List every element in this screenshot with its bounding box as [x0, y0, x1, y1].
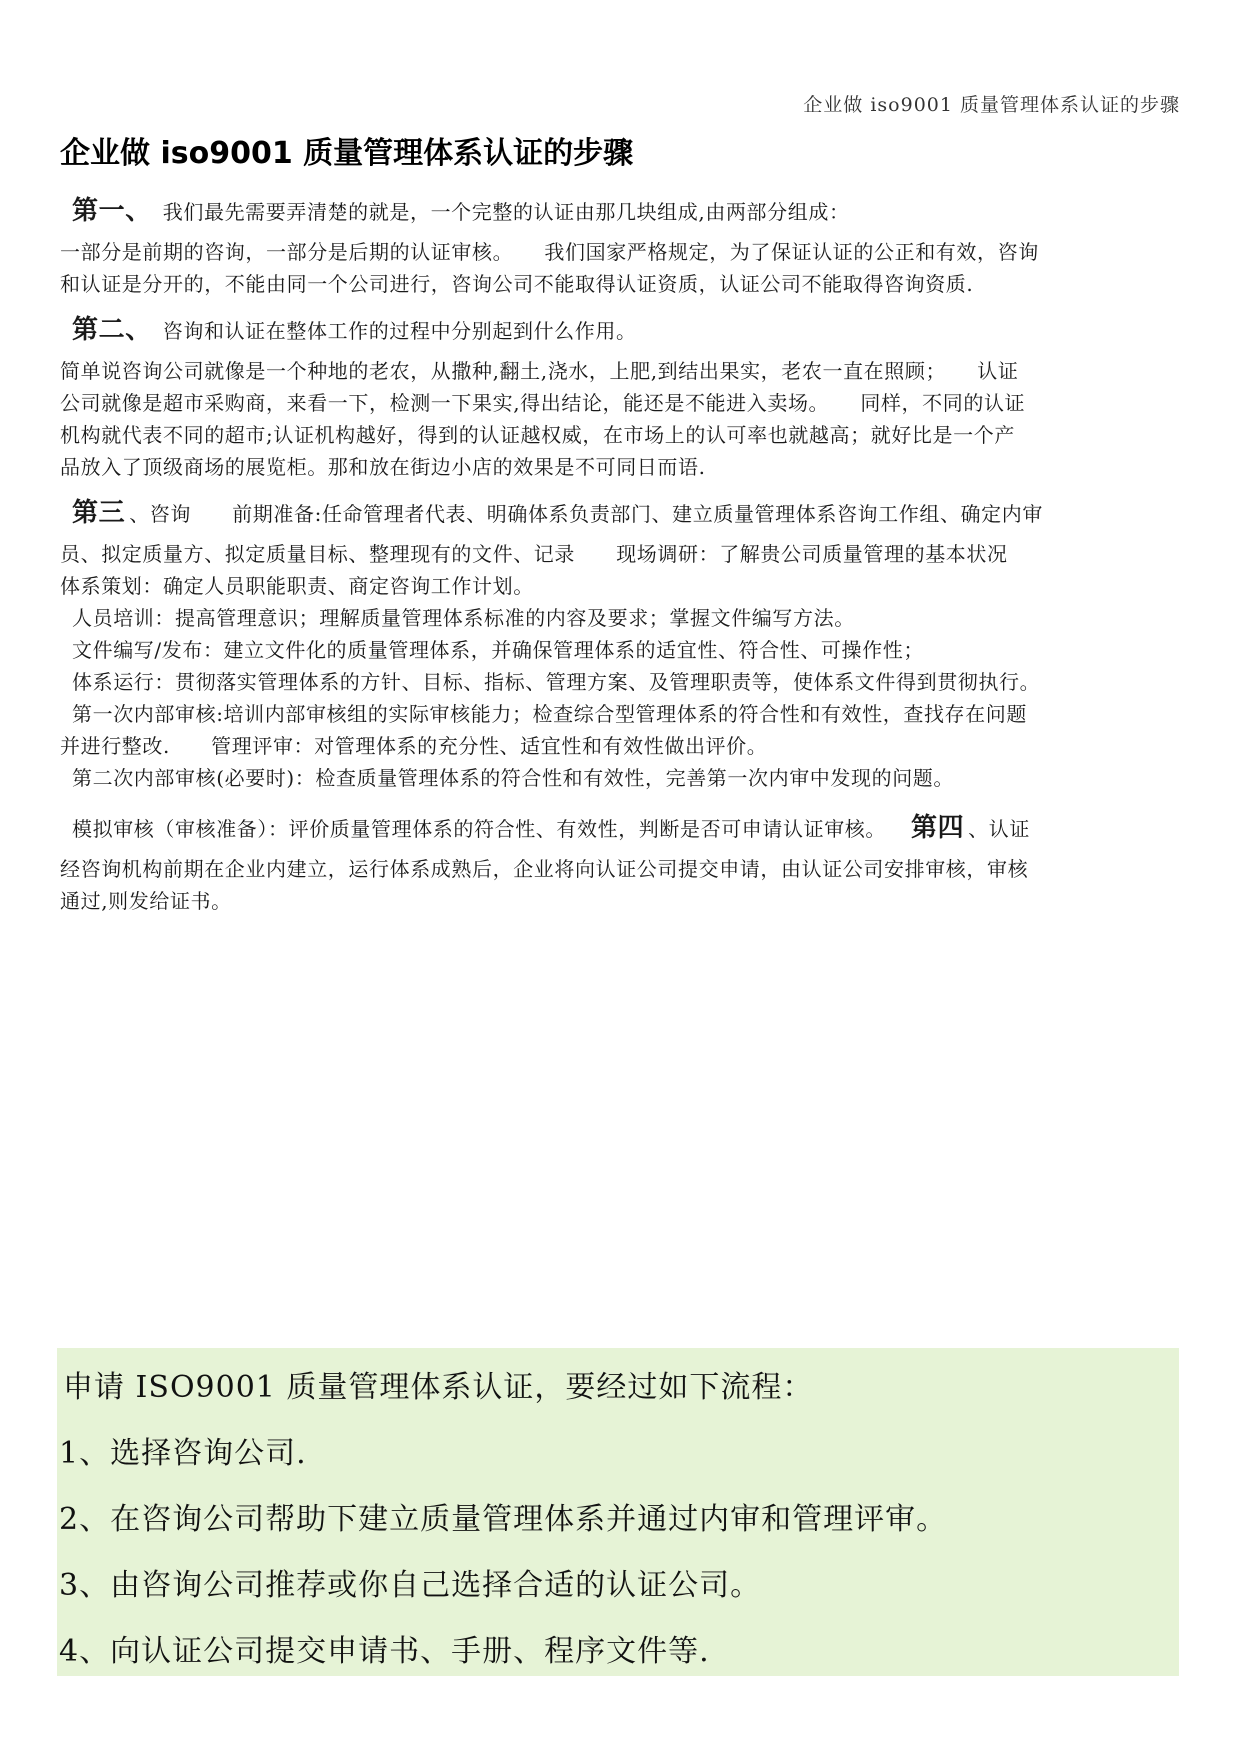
section-3-line: 体系策划：确定人员职能职责、商定咨询工作计划。 — [60, 574, 534, 598]
flow-step: 1、选择咨询公司. — [59, 1436, 307, 1471]
section-2-line: 品放入了顶级商场的展览柜。那和放在街边小店的效果是不可同日而语. — [60, 455, 706, 479]
section-4-line: 经咨询机构前期在企业内建立，运行体系成熟后，企业将向认证公司提交申请，由认证公司安排审核，审核 — [60, 857, 1029, 881]
section-3-heading: 第三 — [72, 498, 126, 528]
section-4-text: 、认证 — [968, 817, 1030, 841]
application-flow-box — [57, 1348, 1179, 1676]
section-1-text: 我们最先需要弄清楚的就是，一个完整的认证由那几块组成,由两部分组成： — [162, 200, 850, 224]
section-2-intro — [60, 314, 1180, 347]
flow-step: 3、由咨询公司推荐或你自己选择合适的认证公司。 — [59, 1568, 762, 1603]
section-3-line: 文件编写/发布：建立文件化的质量管理体系，并确保管理体系的适宜性、符合性、可操作性； — [72, 638, 924, 662]
section-3-line: 第二次内部审核(必要时)：检查质量管理体系的符合性和有效性，完善第一次内审中发现的问题。 — [72, 766, 955, 790]
section-3-intro — [60, 497, 1180, 530]
section-1-intro — [60, 195, 1180, 228]
section-3-line: 体系运行：贯彻落实管理体系的方针、目标、指标、管理方案、及管理职责等，使体系文件得到贯彻执行。 — [72, 670, 1041, 694]
section-3-line: 第一次内部审核:培训内部审核组的实际审核能力；检查综合型管理体系的符合性和有效性，查找存在问题 — [72, 702, 1027, 726]
section-2-heading: 第二、 — [72, 315, 152, 345]
document-title: 企业做 iso9001 质量管理体系认证的步骤 — [60, 136, 634, 171]
section-4-heading: 第四 — [910, 813, 965, 843]
section-3-line: 人员培训：提高管理意识；理解质量管理体系标准的内容及要求；掌握文件编写方法。 — [72, 606, 855, 630]
section-2-line: 简单说咨询公司就像是一个种地的老农，从撒种,翻土,浇水，上肥,到结出果实，老农一直在照顾； 认证 — [60, 359, 1019, 383]
section-2-line: 公司就像是超市采购商，来看一下，检测一下果实,得出结论，能还是不能进入卖场。 同样，不同的认证 — [60, 391, 1026, 415]
section-1-heading: 第一、 — [72, 196, 152, 226]
section-3-text: 、咨询 前期准备:任命管理者代表、明确体系负责部门、建立质量管理体系咨询工作组、确定内审 — [129, 502, 1043, 526]
section-4-line: 通过,则发给证书。 — [60, 889, 232, 913]
section-4-intro — [60, 812, 1180, 845]
section-2-text: 咨询和认证在整体工作的过程中分别起到什么作用。 — [162, 319, 637, 343]
section-3-mock-audit: 模拟审核（审核准备）：评价质量管理体系的符合性、有效性，判断是否可申请认证审核。 — [72, 817, 886, 841]
section-3-line: 员、拟定质量方、拟定质量目标、整理现有的文件、记录 现场调研：了解贵公司质量管理的基本状况 — [60, 542, 1008, 566]
flow-step: 4、向认证公司提交申请书、手册、程序文件等. — [59, 1634, 710, 1669]
section-1-line: 一部分是前期的咨询，一部分是后期的认证审核。 我们国家严格规定，为了保证认证的公正和有效，咨询 — [60, 240, 1039, 264]
document-body — [60, 195, 1180, 917]
flow-step: 2、在咨询公司帮助下建立质量管理体系并通过内审和管理评审。 — [59, 1502, 948, 1537]
flow-intro: 申请 ISO9001 质量管理体系认证，要经过如下流程： — [63, 1370, 814, 1405]
page-header: 企业做 iso9001 质量管理体系认证的步骤 — [803, 94, 1180, 116]
section-2-line: 机构就代表不同的超市;认证机构越好，得到的认证越权威，在市场上的认可率也就越高；就好比是一个产 — [60, 423, 1015, 447]
section-3-line: 并进行整改. 管理评审：对管理体系的充分性、适宜性和有效性做出评价。 — [60, 734, 768, 758]
section-1-line: 和认证是分开的，不能由同一个公司进行，咨询公司不能取得认证资质，认证公司不能取得咨询资质. — [60, 272, 974, 296]
